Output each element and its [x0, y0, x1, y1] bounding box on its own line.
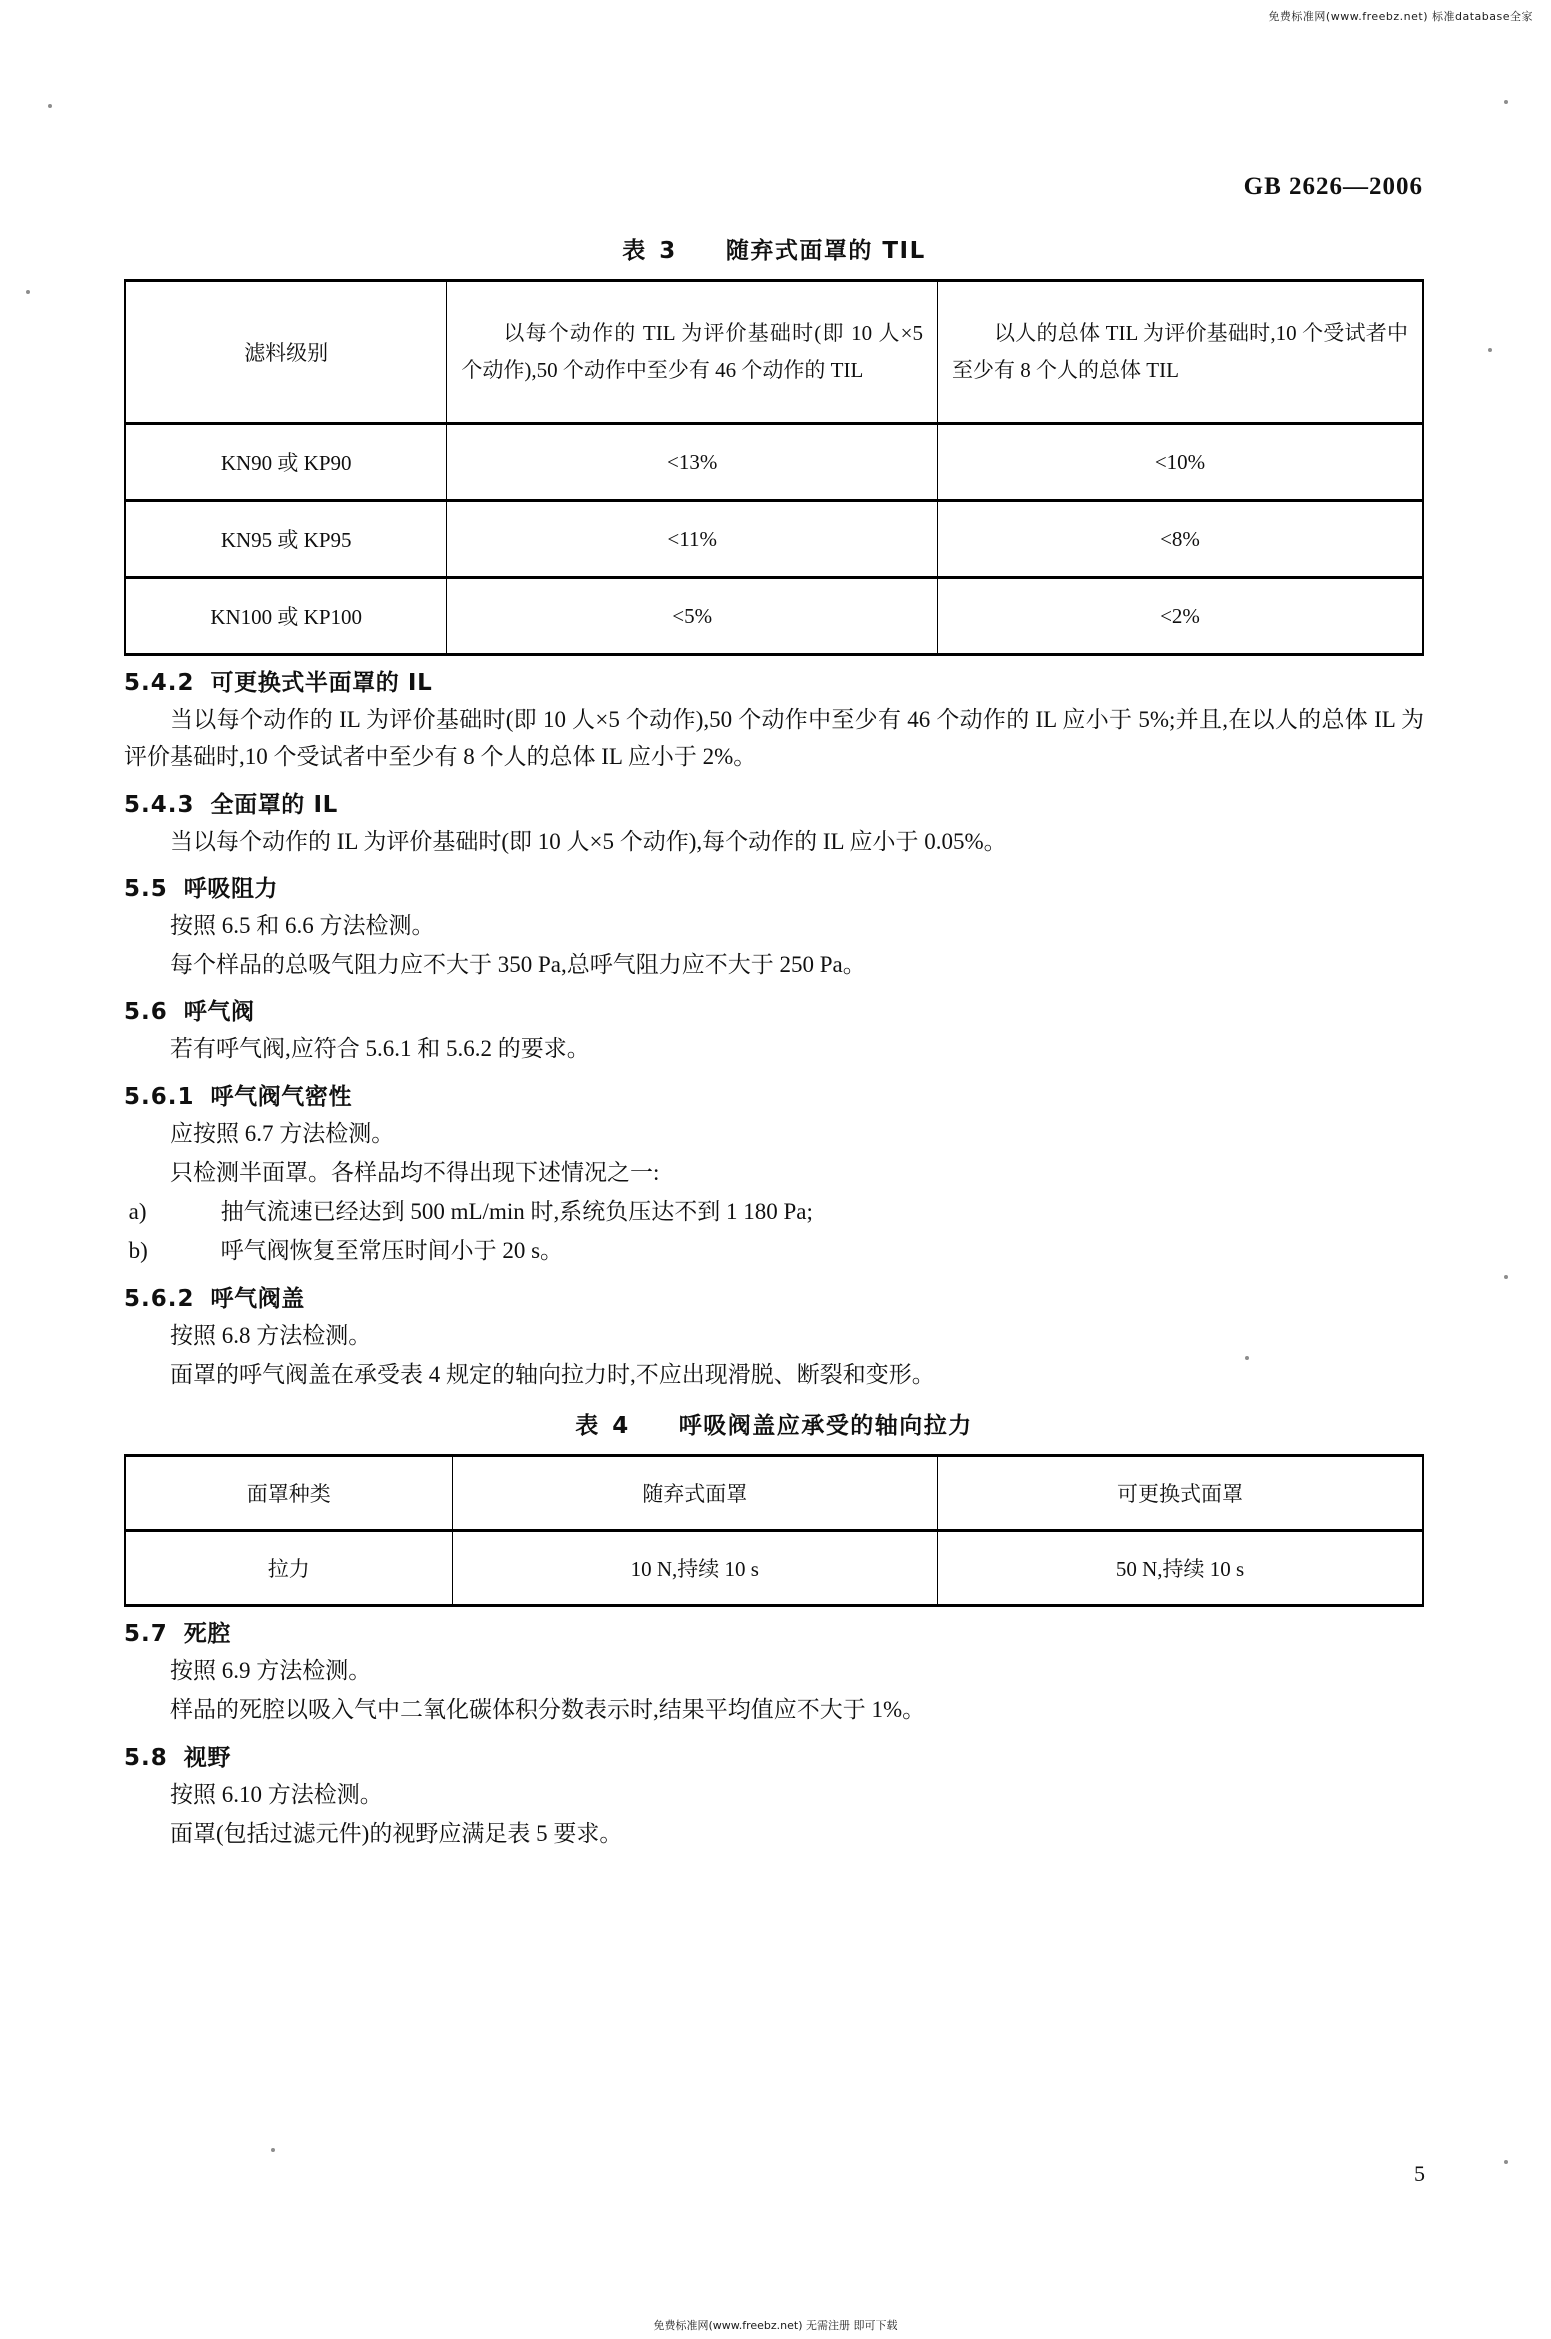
section-number: 5.6	[124, 999, 168, 1026]
list-item	[124, 1193, 1424, 1230]
section-heading-5-5	[124, 870, 1424, 903]
table3-cell-per-exercise: <13%	[447, 424, 938, 501]
scan-speck	[26, 290, 30, 294]
table3-cell-grade: KN95 或 KP95	[125, 501, 447, 578]
table3-caption-number: 表 3	[622, 238, 679, 264]
table-row	[125, 424, 1423, 501]
table3-header-cell-filter-grade: 滤料级别	[125, 281, 447, 424]
list-item-marker: a)	[128, 1199, 147, 1224]
paragraph: 若有呼气阀,应符合 5.6.1 和 5.6.2 的要求。	[170, 1036, 590, 1062]
paragraph: 面罩的呼气阀盖在承受表 4 规定的轴向拉力时,不应出现滑脱、断裂和变形。	[170, 1361, 935, 1387]
section-title: 呼气阀气密性	[210, 1083, 353, 1110]
scan-speck	[48, 104, 52, 108]
section-title: 呼气阀盖	[210, 1285, 305, 1312]
section-title: 全面罩的 IL	[210, 791, 338, 818]
paragraph: 每个样品的总吸气阻力应不大于 350 Pa,总呼气阻力应不大于 250 Pa。	[170, 952, 866, 977]
scan-speck	[271, 2148, 275, 2152]
section-heading-5-6-1	[124, 1078, 1424, 1111]
section-heading-5-6	[124, 993, 1424, 1026]
table3-cell-grade: KN100 或 KP100	[125, 578, 447, 655]
section-number: 5.7	[124, 1621, 168, 1647]
section-heading-5-6-2	[124, 1280, 1424, 1313]
section-title: 呼气阀	[183, 999, 255, 1026]
table-row	[125, 578, 1423, 655]
table4-header-cell-mask-type: 面罩种类	[125, 1456, 452, 1531]
table4-caption-title: 呼吸阀盖应承受的轴向拉力	[678, 1413, 973, 1439]
table4-header-cell-replaceable: 可更换式面罩	[938, 1456, 1423, 1531]
table3-caption-title: 随弃式面罩的 TIL	[725, 238, 926, 264]
paragraph: 当以每个动作的 IL 为评价基础时(即 10 人×5 个动作),50 个动作中至少有 46 个动作的 IL 应小于 5%;并且,在以人的总体 IL 为评价基础时,10 个受试者中至少有 8 个人的总体 IL 应小于 2%。	[124, 707, 1424, 770]
section-number: 5.6.1	[124, 1083, 195, 1110]
table3-header-cell-overall-subject: 以人的总体 TIL 为评价基础时,10 个受试者中至少有 8 个人的总体 TIL	[938, 281, 1423, 424]
table-row	[125, 501, 1423, 578]
scan-speck	[1488, 348, 1492, 352]
table-row	[125, 1531, 1423, 1606]
top-watermark: 免费标准网(www.freebz.net) 标准database全家	[1268, 10, 1533, 23]
paragraph: 当以每个动作的 IL 为评价基础时(即 10 人×5 个动作),每个动作的 IL 应小于 0.05%。	[170, 828, 1007, 854]
table4-header-row	[125, 1456, 1423, 1531]
section-heading-5-4-3	[124, 786, 1424, 819]
table3-header-cell-per-exercise: 以每个动作的 TIL 为评价基础时(即 10 人×5 个动作),50 个动作中至少有 46 个动作的 TIL	[447, 281, 938, 424]
scan-speck	[1504, 2160, 1508, 2164]
table4	[124, 1454, 1424, 1607]
table4-header-cell-disposable: 随弃式面罩	[452, 1456, 937, 1531]
bottom-watermark: 免费标准网(www.freebz.net) 无需注册 即可下载	[653, 2319, 898, 2332]
section-heading-5-7	[124, 1615, 1424, 1648]
table3	[124, 279, 1424, 656]
section-number: 5.5	[124, 875, 168, 902]
table3-header-row	[125, 281, 1423, 424]
scan-speck	[1504, 1275, 1508, 1279]
paragraph: 按照 6.5 和 6.6 方法检测。	[170, 912, 435, 938]
section-number: 5.6.2	[124, 1285, 195, 1312]
paragraph: 应按照 6.7 方法检测。	[170, 1120, 395, 1146]
table3-cell-overall: <8%	[938, 501, 1423, 578]
section-number: 5.4.3	[124, 791, 195, 818]
paragraph: 只检测半面罩。各样品均不得出现下述情况之一:	[170, 1159, 660, 1185]
list-item-text: 抽气流速已经达到 500 mL/min 时,系统负压达不到 1 180 Pa;	[220, 1199, 813, 1224]
section-number: 5.4.2	[124, 670, 195, 696]
section-title: 呼吸阻力	[183, 875, 279, 902]
list-item-marker: b)	[128, 1238, 148, 1264]
table3-cell-overall: <2%	[938, 578, 1423, 655]
table4-caption	[124, 1407, 1424, 1440]
section-number: 5.8	[124, 1744, 168, 1771]
section-5-6-1-list	[124, 1193, 1424, 1270]
table3-cell-per-exercise: <5%	[447, 578, 938, 655]
section-title: 死腔	[183, 1621, 231, 1647]
section-heading-5-8	[124, 1739, 1424, 1772]
table3-cell-grade: KN90 或 KP90	[125, 424, 447, 501]
page-content	[124, 232, 1424, 1854]
section-heading-5-4-2	[124, 664, 1424, 697]
paragraph: 按照 6.9 方法检测。	[170, 1658, 372, 1683]
paragraph: 按照 6.8 方法检测。	[170, 1322, 372, 1348]
table4-cell-label: 拉力	[125, 1531, 452, 1606]
paragraph: 样品的死腔以吸入气中二氧化碳体积分数表示时,结果平均值应不大于 1%。	[170, 1697, 926, 1723]
list-item-text: 呼气阀恢复至常压时间小于 20 s。	[220, 1238, 564, 1264]
paragraph: 面罩(包括过滤元件)的视野应满足表 5 要求。	[170, 1820, 623, 1846]
table4-caption-number: 表 4	[575, 1413, 632, 1439]
scan-speck	[1504, 100, 1508, 104]
table4-cell-disposable-force: 10 N,持续 10 s	[452, 1531, 937, 1606]
page-number: 5	[1414, 2161, 1425, 2186]
list-item	[124, 1232, 1424, 1269]
running-head-standard-number: GB 2626—2006	[1243, 173, 1423, 200]
section-title: 视野	[183, 1744, 231, 1771]
table4-cell-replaceable-force: 50 N,持续 10 s	[938, 1531, 1423, 1606]
paragraph: 按照 6.10 方法检测。	[170, 1781, 383, 1807]
table3-cell-overall: <10%	[938, 424, 1423, 501]
table3-cell-per-exercise: <11%	[447, 501, 938, 578]
table3-caption	[124, 232, 1424, 265]
section-title: 可更换式半面罩的 IL	[210, 670, 433, 696]
